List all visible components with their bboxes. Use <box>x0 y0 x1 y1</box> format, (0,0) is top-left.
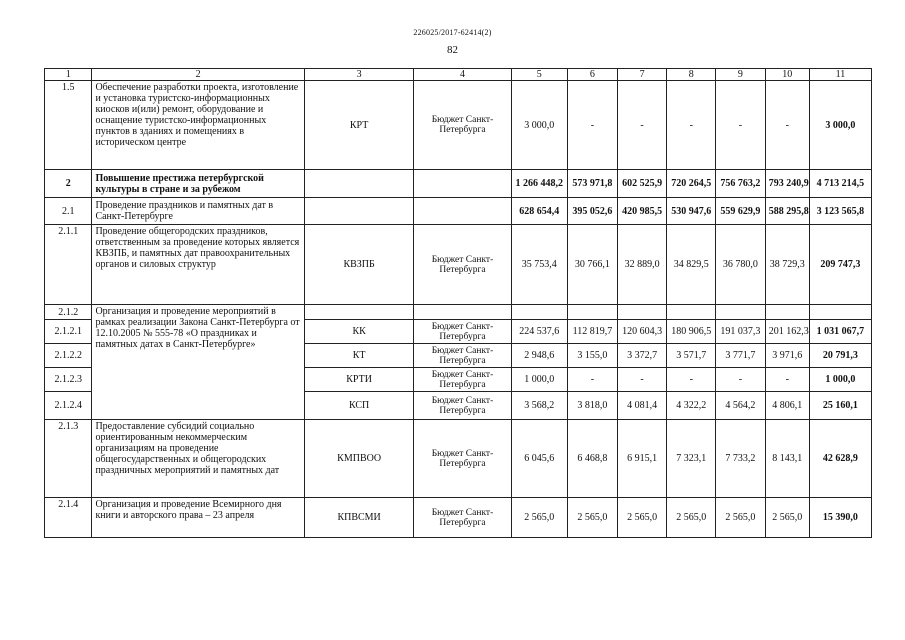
executor: КК <box>304 320 414 344</box>
table-row <box>45 198 872 225</box>
value-cell: 395 052,6 <box>568 198 618 225</box>
row-name: Организация и проведение Всемирного дня книги и авторского права – 23 апреля <box>92 498 304 538</box>
value-cell: 3 568,2 <box>511 392 567 420</box>
table-row <box>45 498 872 538</box>
value-cell: - <box>617 368 667 392</box>
funding-source: Бюджет Санкт-Петербурга <box>414 498 511 538</box>
column-header: 7 <box>617 69 667 81</box>
value-cell: 6 468,8 <box>568 420 618 498</box>
value-cell: 2 565,0 <box>617 498 667 538</box>
budget-table <box>44 68 872 538</box>
row-name: Повышение престижа петербургской культуры в стране и за рубежом <box>92 170 304 198</box>
executor: КПВСМИ <box>304 498 414 538</box>
value-cell: 7 323,1 <box>667 420 716 498</box>
value-cell: 32 889,0 <box>617 225 667 305</box>
column-header: 3 <box>304 69 414 81</box>
value-cell: 34 829,5 <box>667 225 716 305</box>
document-id: 226025/2017-62414(2) <box>413 28 492 37</box>
value-cell: 36 780,0 <box>716 225 766 305</box>
value-cell: 628 654,4 <box>511 198 567 225</box>
column-header: 9 <box>716 69 766 81</box>
funding-source: Бюджет Санкт-Петербурга <box>414 344 511 368</box>
empty-cell <box>716 305 766 320</box>
empty-cell <box>667 305 716 320</box>
row-number: 2.1.3 <box>45 420 92 498</box>
value-cell: 573 971,8 <box>568 170 618 198</box>
value-cell: 756 763,2 <box>716 170 766 198</box>
value-cell: 3 372,7 <box>617 344 667 368</box>
table-row <box>45 305 872 320</box>
table-row <box>45 420 872 498</box>
total-cell: 42 628,9 <box>809 420 871 498</box>
value-cell: 35 753,4 <box>511 225 567 305</box>
row-name: Организация и проведение мероприятий в рамках реализации Закона Санкт-Петербурга от 12.10.2005 № 555-78 «О праздниках и памятных датах в Санкт-Петербурге» <box>92 305 304 420</box>
table-row <box>45 170 872 198</box>
table-row <box>45 225 872 305</box>
value-cell: 2 565,0 <box>568 498 618 538</box>
value-cell: 112 819,7 <box>568 320 618 344</box>
empty-cell <box>414 305 511 320</box>
value-cell: 3 000,0 <box>511 81 567 170</box>
funding-source: Бюджет Санкт-Петербурга <box>414 368 511 392</box>
value-cell: 30 766,1 <box>568 225 618 305</box>
row-name: Проведение общегородских праздников, ответственным за проведение которых является КВЗПБ, и памятных дат правоохранительных органов и силовых структур <box>92 225 304 305</box>
executor: КСП <box>304 392 414 420</box>
row-number: 1.5 <box>45 81 92 170</box>
row-number: 2.1.2.2 <box>45 344 92 368</box>
value-cell: 1 266 448,2 <box>511 170 567 198</box>
value-cell: 8 143,1 <box>765 420 809 498</box>
row-number: 2.1.2.1 <box>45 320 92 344</box>
value-cell: 2 565,0 <box>716 498 766 538</box>
value-cell: 3 155,0 <box>568 344 618 368</box>
executor: КТ <box>304 344 414 368</box>
table-row <box>45 81 872 170</box>
row-name: Предоставление субсидий социально ориентированным некоммерческим организациям на проведение общегосударственных и общегородских праздничных мероприятий и памятных дат <box>92 420 304 498</box>
value-cell: 6 915,1 <box>617 420 667 498</box>
column-number-row <box>45 69 872 81</box>
value-cell: 1 000,0 <box>511 368 567 392</box>
funding-source: Бюджет Санкт-Петербурга <box>414 225 511 305</box>
value-cell: 4 322,2 <box>667 392 716 420</box>
value-cell: - <box>765 368 809 392</box>
value-cell: 2 565,0 <box>765 498 809 538</box>
value-cell: - <box>667 81 716 170</box>
value-cell: 4 806,1 <box>765 392 809 420</box>
row-number: 2.1 <box>45 198 92 225</box>
value-cell: 3 771,7 <box>716 344 766 368</box>
funding-source: Бюджет Санкт-Петербурга <box>414 81 511 170</box>
total-cell: 1 031 067,7 <box>809 320 871 344</box>
column-header: 10 <box>765 69 809 81</box>
total-cell: 1 000,0 <box>809 368 871 392</box>
value-cell: - <box>716 368 766 392</box>
value-cell: 180 906,5 <box>667 320 716 344</box>
column-header: 11 <box>809 69 871 81</box>
value-cell: 3 818,0 <box>568 392 618 420</box>
value-cell: 120 604,3 <box>617 320 667 344</box>
row-number: 2.1.4 <box>45 498 92 538</box>
total-cell: 15 390,0 <box>809 498 871 538</box>
value-cell: 4 564,2 <box>716 392 766 420</box>
value-cell: 6 045,6 <box>511 420 567 498</box>
value-cell: 191 037,3 <box>716 320 766 344</box>
executor: КРТ <box>304 81 414 170</box>
value-cell: 720 264,5 <box>667 170 716 198</box>
column-header: 5 <box>511 69 567 81</box>
page-number: 82 <box>447 44 458 56</box>
value-cell: 201 162,3 <box>765 320 809 344</box>
empty-cell <box>617 305 667 320</box>
row-number: 2 <box>45 170 92 198</box>
value-cell: 4 081,4 <box>617 392 667 420</box>
value-cell: 224 537,6 <box>511 320 567 344</box>
value-cell: 2 565,0 <box>667 498 716 538</box>
total-cell: 3 000,0 <box>809 81 871 170</box>
executor: КВЗПБ <box>304 225 414 305</box>
empty-cell <box>511 305 567 320</box>
value-cell: 602 525,9 <box>617 170 667 198</box>
value-cell: 588 295,8 <box>765 198 809 225</box>
value-cell: 420 985,5 <box>617 198 667 225</box>
value-cell: 38 729,3 <box>765 225 809 305</box>
value-cell: - <box>568 368 618 392</box>
empty-cell <box>765 305 809 320</box>
value-cell: 793 240,9 <box>765 170 809 198</box>
column-header: 4 <box>414 69 511 81</box>
value-cell: 2 565,0 <box>511 498 567 538</box>
executor: КРТИ <box>304 368 414 392</box>
row-number: 2.1.2 <box>45 305 92 320</box>
empty-cell <box>809 305 871 320</box>
value-cell: - <box>667 368 716 392</box>
value-cell: 3 571,7 <box>667 344 716 368</box>
value-cell: - <box>765 81 809 170</box>
column-header: 6 <box>568 69 618 81</box>
value-cell: - <box>568 81 618 170</box>
column-header: 1 <box>45 69 92 81</box>
value-cell: 2 948,6 <box>511 344 567 368</box>
executor: КМПВОО <box>304 420 414 498</box>
value-cell: 559 629,9 <box>716 198 766 225</box>
row-name: Обеспечение разработки проекта, изготовление и установка туристско-информационных киосков и(или) ремонт, оборудование и оснащение туристско-информационных пунктов в зданиях и помещениях в историческом центре <box>92 81 304 170</box>
value-cell: 7 733,2 <box>716 420 766 498</box>
total-cell: 209 747,3 <box>809 225 871 305</box>
empty-cell <box>304 305 414 320</box>
funding-source <box>414 198 511 225</box>
row-number: 2.1.1 <box>45 225 92 305</box>
value-cell: 3 971,6 <box>765 344 809 368</box>
total-cell: 25 160,1 <box>809 392 871 420</box>
column-header: 2 <box>92 69 304 81</box>
funding-source: Бюджет Санкт-Петербурга <box>414 320 511 344</box>
row-number: 2.1.2.4 <box>45 392 92 420</box>
empty-cell <box>568 305 618 320</box>
column-header: 8 <box>667 69 716 81</box>
funding-source: Бюджет Санкт-Петербурга <box>414 420 511 498</box>
total-cell: 20 791,3 <box>809 344 871 368</box>
total-cell: 3 123 565,8 <box>809 198 871 225</box>
funding-source: Бюджет Санкт-Петербурга <box>414 392 511 420</box>
row-number: 2.1.2.3 <box>45 368 92 392</box>
executor <box>304 170 414 198</box>
value-cell: - <box>716 81 766 170</box>
row-name: Проведение праздников и памятных дат в Санкт-Петербурге <box>92 198 304 225</box>
value-cell: 530 947,6 <box>667 198 716 225</box>
executor <box>304 198 414 225</box>
value-cell: - <box>617 81 667 170</box>
total-cell: 4 713 214,5 <box>809 170 871 198</box>
funding-source <box>414 170 511 198</box>
